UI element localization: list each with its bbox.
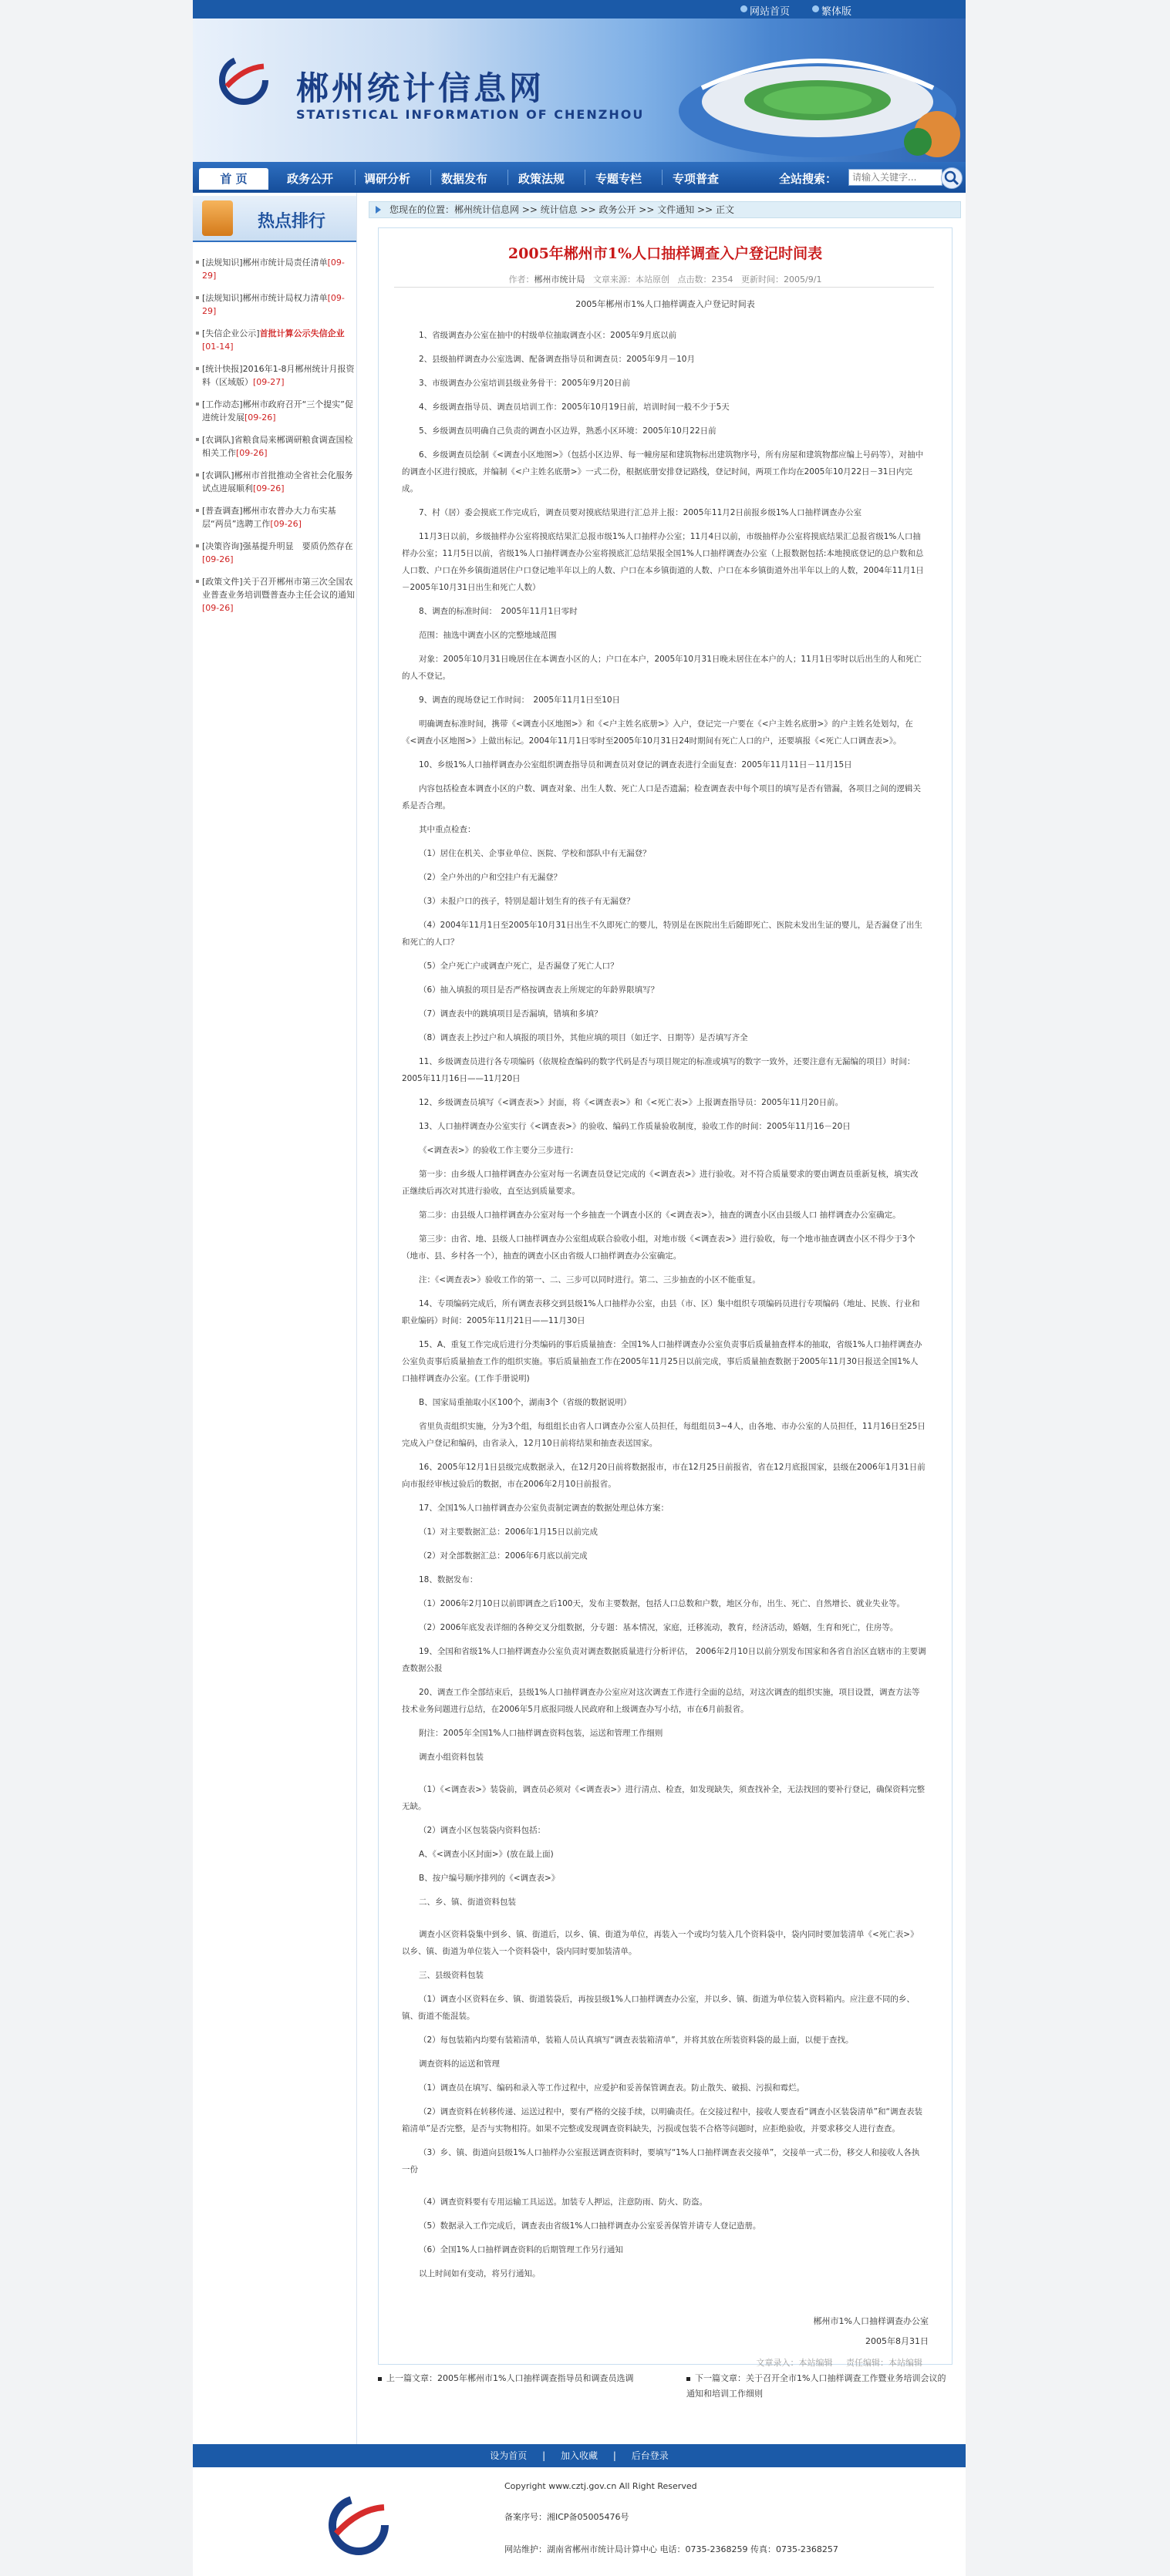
article-paragraph: 11、乡级调查员进行各专项编码（依规检查编码的数字代码是否与项目规定的标准或填写的数字一致外，还要注意有无漏编的项目）时间：2005年11月16日——11月20日 — [402, 1057, 915, 1083]
hot-ranking-title: 热点排行 — [258, 212, 326, 231]
article-paragraph: 11月3日以前，乡级抽样办公室将摸底结果汇总报市级1%人口抽样办公室；11月4日以前，市级抽样办公室将摸底结果汇总报省级1%人口抽样办公室；11月5日以前，省级1%人口抽样调查办公室将摸底汇总结果报全国1%人口抽样调查办公室（上报数据包括:本地摸底登记的总户数和总人口数、户口在外乡镇街道居住户口登记地半年以上的人数、户口在本乡镇街道的人数、户口在本乡镇街道外出半年以上的人数，2004年11月1日－2005年10月31日出生和死亡人数） — [402, 532, 924, 592]
article-paragraph: 17、全国1%人口抽样调查办公室负责制定调查的数据处理总体方案： — [419, 1504, 669, 1513]
article-signature — [814, 2312, 929, 2352]
site-title-en: STATISTICAL INFORMATION OF CHENZHOU — [296, 107, 645, 122]
next-article-link[interactable]: 下一篇文章：关于召开全市1%人口抽样调查工作暨业务培训会议的通知和培训工作细则 — [686, 2373, 946, 2399]
traditional-link[interactable]: 繁体版 — [821, 6, 852, 18]
article-paragraph: 调查小组资料包装 — [419, 1753, 484, 1762]
footer — [193, 2467, 966, 2576]
home-dot-icon — [740, 5, 747, 12]
article-meta: 作者：郴州市统计局 文章来源：本站原创 点击数：2354 更新时间：2005/9/1 — [508, 274, 822, 285]
hot-list — [196, 256, 355, 624]
sign-org: 郴州市1%人口抽样调查办公室 — [813, 2316, 929, 2326]
article-paragraph: 对象：2005年10月31日晚居住在本调查小区的人；户口在本户，2005年10月31日晚未居住在本户的人；11月1日零时以后出生的人和死亡的人不登记。 — [402, 655, 922, 681]
article-paragraph: 《<调查表>》的验收工作主要分三步进行： — [419, 1146, 578, 1155]
article-paragraph: 9、调查的现场登记工作时间： 2005年11月1日至10日 — [419, 695, 621, 705]
article-paragraph: （5）全户死亡户或调查户死亡，是否漏登了死亡人口？ — [419, 961, 619, 971]
article-paragraph: 4、乡级调查指导员、调查员培训工作：2005年10月19日前，培训时间一般不少于5天 — [419, 402, 730, 412]
article-paragraph: 注：《<调查表>》验收工作的第一、二、三步可以同时进行。第二、三步抽查的小区不能重复。 — [419, 1275, 760, 1285]
article-paragraph: （8）调查表上抄过户和人填报的项目外，其他应填的项目（如迁字、日期等）是否填写齐全 — [419, 1033, 748, 1042]
sign-date: 2005年8月31日 — [865, 2336, 929, 2346]
maintenance-text: 网站维护：湖南省郴州市统计局计算中心 电话：0735-2368259 传真：0735-2368257 — [504, 2544, 838, 2554]
article-paragraph: （1）调查员在填写、编码和录入等工作过程中，应爱护和妥善保管调查表。防止散失、破损、污损和霉烂。 — [419, 2083, 805, 2093]
footer-logo-icon — [324, 2490, 393, 2560]
nav-separator — [355, 170, 356, 185]
article-paragraph: 7、村（居）委会摸底工作完成后，调查员要对摸底结果进行汇总并上报：2005年11月2日前报乡级1%人口抽样调查办公室 — [419, 508, 862, 517]
article-paragraph: （2）对全部数据汇总：2006年6月底以前完成 — [419, 1551, 588, 1561]
article-paragraph: 18、数据发布： — [419, 1575, 478, 1584]
article-paragraph: 12、乡级调查员填写《<调查表>》封面，将《<调查表>》和《<死亡表>》上报调查指导员：2005年11月20日前。 — [419, 1098, 844, 1107]
list-item[interactable]: [统计快报]2016年1-8月郴州统计月报资料（区域版）[09-27] — [196, 362, 355, 389]
list-item[interactable]: [农调队]郴州市首批推动全省社会化服务试点进展顺利[09-26] — [196, 469, 355, 495]
article-paragraph: 15、A、重复工作完成后进行分类编码的事后质量抽查：全国1%人口抽样调查办公室负责事后质量抽查样本的抽取，省级1%人口抽样调查办公室负责事后质量抽查工作的组织实施。事后质量抽查工作在2005年11月25日以前完成，事后质量抽查数据于2005年11月30日报送全国1%人口抽样调查办公室。(工作手册说明) — [402, 1340, 922, 1383]
article-paragraph: 2、县级抽样调查办公室选调、配备调查指导员和调查员：2005年9月－10月 — [419, 355, 695, 364]
list-item[interactable]: [法规知识]郴州市统计局责任清单[09-29] — [196, 256, 355, 282]
article-paragraph: 以上时间如有变动，将另行通知。 — [419, 2269, 541, 2278]
fav-dot-icon — [812, 5, 819, 12]
article-paragraph: 明确调查标准时间，携带《<调查小区地图>》和《<户主姓名底册>》入户，登记完一户要在《<户主姓名底册>》的户主姓名处划勾，在《<调查小区地图>》上做出标记。2004年11月1日零时至2005年10月31日24时期间有死亡人口的户，还要填报《<死亡人口调查表>》。 — [402, 719, 913, 746]
breadcrumb — [369, 201, 961, 218]
article-paragraph: 其中重点检查： — [419, 825, 476, 834]
article-paragraph: （5）数据录入工作完成后，调查表由省级1%人口抽样调查办公室妥善保管并请专人登记造册。 — [419, 2221, 761, 2231]
article-paragraph: （2）每包装箱内均要有装箱清单，装箱人员认真填写“调查表装箱清单”，并将其放在所装资料袋的最上面，以便于查找。 — [419, 2036, 854, 2045]
icp-text: 备案序号：湘ICP备05005476号 — [504, 2512, 629, 2522]
article-paragraph: 三、县级资料包装 — [419, 1971, 484, 1980]
set-homepage-link[interactable]: 设为首页 — [490, 2450, 528, 2461]
article-paragraph: （4）2004年11月1日至2005年10月31日出生不久即死亡的婴儿，特别是在医院出生后随即死亡、医院未发出生证的婴儿，是否漏登了出生和死亡的人口？ — [402, 921, 922, 947]
article-paragraph: （6）全国1%人口抽样调查资料的后期管理工作另行通知 — [419, 2245, 623, 2254]
nav-data-release[interactable]: 数据发布 — [441, 172, 488, 186]
article-paragraph: 内容包括检查本调查小区的户数、调查对象、出生人数、死亡人口是否遗漏；检查调查表中每个项目的填写是否有错漏，各项目之间的逻辑关系是否合理。 — [402, 784, 921, 810]
nav-policy[interactable]: 政策法规 — [518, 172, 565, 186]
list-item[interactable]: [政策文件]关于召开郴州市第三次全国农业普查业务培训暨普查办主任会议的通知[09-26] — [196, 575, 355, 615]
article-paragraph: 第三步：由省、地、县级人口抽样调查办公室组成联合验收小组，对地市级《<调查表>》进行验收，每一个地市抽查调查小区不得少于3个（地市、县、乡村各一个），抽查的调查小区由省级人口抽样调查办公室确定。 — [402, 1234, 915, 1261]
article-paragraph: （1）对主要数据汇总：2006年1月15日以前完成 — [419, 1527, 598, 1537]
article-paragraph: 13、人口抽样调查办公室实行《<调查表>》的验收、编码工作质量验收制度，验收工作的时间：2005年11月16－20日 — [419, 1122, 851, 1131]
nav-gov-affairs[interactable]: 政务公开 — [287, 172, 334, 186]
article-paragraph: 5、乡级调查员明确自己负责的调查小区边界，熟悉小区环境：2005年10月22日前 — [419, 426, 716, 436]
sidebar — [193, 193, 357, 2444]
nav-separator — [430, 170, 431, 185]
article-paragraph: 调查资料的运送和管理 — [419, 2059, 500, 2069]
home-link[interactable]: 网站首页 — [750, 6, 791, 18]
breadcrumb-text[interactable]: 您现在的位置：郴州统计信息网 >> 统计信息 >> 政务公开 >> 文件通知 >> 正文 — [389, 204, 734, 215]
article-paragraph: 1、省级调查办公室在抽中的村级单位抽取调查小区：2005年9月底以前 — [419, 331, 677, 340]
search-icon[interactable] — [941, 167, 963, 189]
header-banner — [193, 19, 966, 162]
divider — [394, 287, 934, 288]
nav-research[interactable]: 调研分析 — [364, 172, 411, 186]
article-paragraph: （2）全户外出的户和空挂户有无漏登？ — [419, 873, 562, 882]
copyright-text: Copyright www.cztj.gov.cn All Right Reserved — [504, 2481, 697, 2491]
article-paragraph: 6、乡级调查员绘制《<调查小区地图>》（包括小区边界、每一幢房屋和建筑物标出建筑物序号，所有房屋和建筑物都应编上号码等），对抽中的调查小区进行摸底，并编制《<户主姓名底册>》一式二份，根据底册安排登记路线，登记时间，两项工作均在2005年10月22日－31日内完成。 — [402, 450, 924, 493]
main-nav — [193, 162, 966, 193]
article-paragraph: （2）调查资料在转移传递、运送过程中，要有严格的交接手续，以明确责任。在交接过程中，接收人要查看“调查小区装袋清单”和“调查表装箱清单”是否完整，是否与实物相符。如果不完整或发现调查资料缺失，污损或包装不合格等问题时，应拒绝验收，并要求移交人进行查查。 — [402, 2107, 922, 2133]
article-frame — [378, 227, 953, 2368]
list-item[interactable]: [农调队]省粮食局来郴调研粮食调查国检相关工作[09-26] — [196, 433, 355, 460]
article-subtitle: 2005年郴州市1%人口抽样调查入户登记时间表 — [575, 299, 755, 309]
list-item[interactable]: [决策咨询]强基提升明显 要质仍然存在[09-26] — [196, 540, 355, 566]
article-paragraph: （4）调查资料要有专用运输工具运送。加装专人押运，注意防雨、防火、防盗。 — [419, 2197, 708, 2207]
article-paragraph: （3）未报户口的孩子，特别是超计划生育的孩子有无漏登？ — [419, 897, 635, 906]
nav-separator — [662, 170, 663, 185]
article-paragraph: （7）调查表中的跳填项目是否漏填，错填和多填？ — [419, 1009, 602, 1019]
article-paragraph: 20、调查工作全部结束后，县级1%人口抽样调查办公室应对这次调查工作进行全面的总结，对这次调查的组织实施，项目设置，调查方法等技术业务问题进行总结，在2006年5月底报同级人民政府和上级调查办写小结，市在6月前报省。 — [402, 1688, 920, 1714]
article-paragraph: （2）调查小区包装袋内资料包括： — [419, 1826, 546, 1835]
search-label: 全站搜索： — [779, 172, 838, 186]
article-paragraph: 省里负责组织实施，分为3个组，每组组长由省人口调查办公室人员担任，每组组员3~4人，由各地、市办公室的人员担任，11月16日至25日完成入户登记和编码，由省录入，12月10日前将结果和抽查表送国家。 — [402, 1422, 926, 1448]
article-paragraph: B、国家局重抽取小区100个，湖南3个（省级的数据说明） — [419, 1398, 632, 1407]
list-item[interactable]: [法规知识]郴州市统计局权力清单[09-29] — [196, 291, 355, 318]
article-paragraph: 10、乡级1%人口抽样调查办公室组织调查指导员和调查员对登记的调查表进行全面复查：2005年11月11日－11月15日 — [419, 760, 852, 769]
article-paragraph: B、按户编号顺序排列的《<调查表>》 — [419, 1874, 560, 1883]
article-paragraph: （1）《<调查表>》装袋前，调查员必须对《<调查表>》进行清点、检查，如发现缺失，须查找补全，无法找回的要补行登记，确保资料完整无缺。 — [402, 1785, 926, 1811]
article-paragraph: 16、2005年12月1日县级完成数据录入，在12月20日前将数据报市，市在12月25日前报省，省在12月底报国家，县级在2006年1月31日前向市报经审核过验后的数据，市在2006年2月10日前报省。 — [402, 1463, 926, 1489]
article-paragraph: （3）乡、镇、街道向县级1%人口抽样办公室报送调查资料时，要填写“1%人口抽样调查表交接单”，交接单一式二份，移交人和接收人各执一份 — [402, 2148, 920, 2174]
site-title-cn: 郴州统计信息网 — [296, 69, 545, 107]
article-paragraph: （6）抽入填报的项目是否严格按调查表上所规定的年龄界限填写？ — [419, 985, 659, 995]
article-paragraph: （2）2006年底发表详细的各种交叉分组数据，分专题：基本情况，家庭，迁移流动，教育，经济活动，婚姻，生育和死亡，住房等。 — [419, 1623, 899, 1632]
footer-nav: 设为首页 | 加入收藏 | 后台登录 — [193, 2444, 966, 2467]
article-paragraph: 二、乡、镇、街道资料包装 — [419, 1897, 516, 1907]
article-paragraph: 3、市级调查办公室培训县级业务骨干：2005年9月20日前 — [419, 379, 630, 388]
article-paragraph: 调查小区资料袋集中到乡、镇、街道后，以乡、镇、街道为单位，再装入一个或均匀装入几个资料袋中，袋内同时要加装清单《<死亡表>》以乡、镇、街道为单位装入一个资料袋中，袋内同时要加装清单。 — [402, 1930, 919, 1956]
search-input[interactable] — [848, 169, 942, 186]
article-paragraph: 第二步：由县级人口抽样调查办公室对每一个乡抽查一个调查小区的《<调查表>》，抽查的调查小区由县级人口 抽样调查办公室确定。 — [419, 1211, 901, 1220]
nav-topics[interactable]: 专题专栏 — [595, 172, 642, 186]
article-paragraph: （1）2006年2月10日以前即调查之后100天，发布主要数据，包括人口总数和户数，地区分布，出生、死亡、自然增长、就业失业等。 — [419, 1599, 905, 1608]
admin-login-link[interactable]: 后台登录 — [631, 2450, 669, 2461]
arrow-icon — [376, 206, 381, 214]
nav-census[interactable]: 专项普查 — [673, 172, 720, 186]
article-paragraph: 14、专项编码完成后，所有调查表移交到县级1%人口抽样办公室，由县（市、区）集中组织专项编码员进行专项编码（地址、民族、行业和职业编码）时间：2005年11月21日——11月30日 — [402, 1299, 920, 1325]
article-paragraph: 附注：2005年全国1%人口抽样调查资料包装，运送和管理工作细则 — [419, 1729, 663, 1738]
nav-separator — [507, 170, 508, 185]
nav-home[interactable]: 首 页 — [199, 168, 268, 190]
article-paragraph: （1）调查小区资料在乡、镇、街道装袋后，再按县级1%人口抽样调查办公室，并以乡、镇、街道为单位装入资料箱内。应注意不同的乡、镇、街道不能混装。 — [402, 1995, 915, 2021]
add-favorite-link[interactable]: 加入收藏 — [560, 2450, 598, 2461]
site-logo-icon — [216, 52, 271, 108]
hot-ranking-header — [193, 196, 356, 242]
list-item[interactable]: [失信企业公示]首批计算公示失信企业[01-14] — [196, 327, 355, 353]
list-item[interactable]: [普查调查]郴州市农普办大力布实基层“两员”选聘工作[09-26] — [196, 504, 355, 530]
article-entry-info: 文章录入：本站编辑 责任编辑：本站编辑 — [756, 2358, 922, 2368]
article-paragraph: 范围：抽选中调查小区的完整地域范围 — [419, 631, 557, 640]
article-paragraph: 第一步：由乡级人口抽样调查办公室对每一名调查员登记完成的《<调查表>》进行验收。对不符合质量要求的要由调查员重新复核，填实改正继续后再次对其进行验收，直至达到质量要求。 — [402, 1170, 919, 1196]
article-body — [402, 327, 926, 2289]
article-paragraph: 8、调查的标准时间： 2005年11月1日零时 — [419, 607, 578, 616]
article-title: 2005年郴州市1%人口抽样调查入户登记时间表 — [507, 245, 823, 262]
top-bar — [193, 0, 966, 19]
prev-article-link[interactable]: 上一篇文章：2005年郴州市1%人口抽样调查指导员和调查员选调 — [378, 2371, 671, 2386]
stadium-image — [671, 26, 966, 162]
article-paragraph: 19、全国和省级1%人口抽样调查办公室负责对调查数据质量进行分析评估， 2006年2月10日以前分别发布国家和各省自治区直辖市的主要调查数据公报 — [402, 1647, 926, 1673]
article-paragraph: （1）居住在机关、企事业单位、医院、学校和部队中有无漏登？ — [419, 849, 651, 858]
article-paragraph: A、《<调查小区封面>》(放在最上面) — [419, 1850, 554, 1859]
page-wrapper — [193, 0, 966, 2576]
list-item[interactable]: [工作动态]郴州市政府召开“三个提实”促进统计发展[09-26] — [196, 398, 355, 424]
ranking-icon — [202, 200, 233, 236]
